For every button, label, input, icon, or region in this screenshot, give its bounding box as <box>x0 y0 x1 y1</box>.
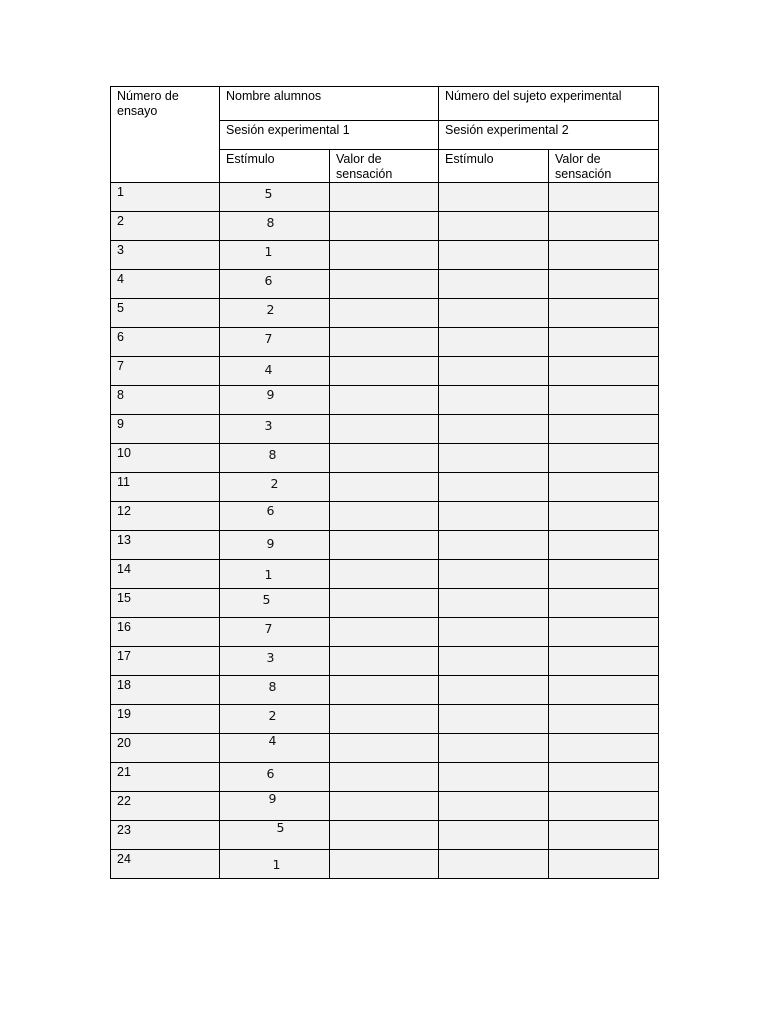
header-sensation-value-2: Valor de sensación <box>549 150 659 183</box>
sensation-value-cell-session-1[interactable] <box>330 299 439 328</box>
header-sensation-value-1: Valor de sensación <box>330 150 439 183</box>
sensation-value-cell-session-2[interactable] <box>549 183 659 212</box>
trial-number-cell: 11 <box>111 473 220 502</box>
handwritten-stimulus-value: 8 <box>268 679 277 694</box>
trial-number-cell: 12 <box>111 502 220 531</box>
handwritten-stimulus-value: 2 <box>268 708 277 723</box>
stimulus-cell-session-2[interactable] <box>439 270 549 299</box>
trial-number-cell: 2 <box>111 212 220 241</box>
sensation-value-cell-session-1[interactable] <box>330 270 439 299</box>
sensation-value-cell-session-2[interactable] <box>549 560 659 589</box>
handwritten-stimulus-value: 6 <box>264 273 273 288</box>
sensation-value-cell-session-1[interactable] <box>330 618 439 647</box>
stimulus-cell-session-2[interactable] <box>439 473 549 502</box>
handwritten-stimulus-value: 6 <box>266 503 275 518</box>
handwritten-stimulus-value: 7 <box>264 331 273 346</box>
stimulus-cell-session-1 <box>220 850 330 879</box>
sensation-value-cell-session-2[interactable] <box>549 473 659 502</box>
trial-number-cell: 22 <box>111 792 220 821</box>
stimulus-cell-session-1 <box>220 734 330 763</box>
sensation-value-cell-session-2[interactable] <box>549 328 659 357</box>
sensation-value-cell-session-1[interactable] <box>330 589 439 618</box>
sensation-value-cell-session-1[interactable] <box>330 357 439 386</box>
sensation-value-cell-session-1[interactable] <box>330 328 439 357</box>
trial-number-cell: 1 <box>111 183 220 212</box>
trial-number-cell: 7 <box>111 357 220 386</box>
table-row <box>111 618 659 647</box>
trial-number-cell: 10 <box>111 444 220 473</box>
trial-number-cell: 20 <box>111 734 220 763</box>
stimulus-cell-session-2[interactable] <box>439 299 549 328</box>
stimulus-cell-session-2[interactable] <box>439 183 549 212</box>
table-row <box>111 241 659 270</box>
stimulus-cell-session-2[interactable] <box>439 444 549 473</box>
sensation-value-cell-session-1[interactable] <box>330 763 439 792</box>
sensation-value-cell-session-1[interactable] <box>330 850 439 879</box>
trial-rows <box>111 183 659 879</box>
handwritten-stimulus-value: 4 <box>264 362 273 377</box>
handwritten-stimulus-value: 2 <box>266 302 275 317</box>
stimulus-cell-session-2[interactable] <box>439 415 549 444</box>
sensation-value-cell-session-1[interactable] <box>330 792 439 821</box>
sensation-value-cell-session-1[interactable] <box>330 241 439 270</box>
stimulus-cell-session-1 <box>220 357 330 386</box>
stimulus-cell-session-2[interactable] <box>439 502 549 531</box>
stimulus-cell-session-1 <box>220 531 330 560</box>
sensation-value-cell-session-1[interactable] <box>330 531 439 560</box>
header-stimulus-1: Estímulo <box>220 150 330 183</box>
trial-number-cell: 24 <box>111 850 220 879</box>
stimulus-cell-session-1 <box>220 212 330 241</box>
stimulus-cell-session-2[interactable] <box>439 850 549 879</box>
sensation-value-cell-session-2[interactable] <box>549 676 659 705</box>
table-row <box>111 415 659 444</box>
stimulus-cell-session-1 <box>220 241 330 270</box>
stimulus-cell-session-2[interactable] <box>439 212 549 241</box>
trial-number-cell: 18 <box>111 676 220 705</box>
trial-number-cell: 9 <box>111 415 220 444</box>
stimulus-cell-session-2[interactable] <box>439 386 549 415</box>
header-trial-number: Número de ensayo <box>111 87 220 183</box>
stimulus-cell-session-2[interactable] <box>439 763 549 792</box>
stimulus-cell-session-1 <box>220 299 330 328</box>
table-row <box>111 299 659 328</box>
stimulus-cell-session-1 <box>220 618 330 647</box>
table-row <box>111 705 659 734</box>
header-stimulus-2: Estímulo <box>439 150 549 183</box>
trial-number-cell: 3 <box>111 241 220 270</box>
sensation-value-cell-session-1[interactable] <box>330 444 439 473</box>
sensation-value-cell-session-2[interactable] <box>549 299 659 328</box>
handwritten-stimulus-value: 2 <box>270 476 279 491</box>
trial-number-cell: 5 <box>111 299 220 328</box>
sensation-value-cell-session-2[interactable] <box>549 589 659 618</box>
stimulus-cell-session-1 <box>220 415 330 444</box>
handwritten-stimulus-value: 5 <box>262 592 271 607</box>
trial-number-cell: 13 <box>111 531 220 560</box>
stimulus-cell-session-2[interactable] <box>439 676 549 705</box>
header-subject-number: Número del sujeto experimental <box>439 87 659 121</box>
sensation-value-cell-session-2[interactable] <box>549 212 659 241</box>
sensation-value-cell-session-2[interactable] <box>549 792 659 821</box>
sensation-value-cell-session-2[interactable] <box>549 821 659 850</box>
stimulus-cell-session-2[interactable] <box>439 241 549 270</box>
table-row <box>111 734 659 763</box>
sensation-value-cell-session-1[interactable] <box>330 212 439 241</box>
table-row <box>111 328 659 357</box>
sensation-value-cell-session-1[interactable] <box>330 415 439 444</box>
stimulus-cell-session-1 <box>220 328 330 357</box>
table-row <box>111 270 659 299</box>
stimulus-cell-session-1 <box>220 705 330 734</box>
sensation-value-cell-session-1[interactable] <box>330 502 439 531</box>
sensation-value-cell-session-1[interactable] <box>330 821 439 850</box>
stimulus-cell-session-2[interactable] <box>439 589 549 618</box>
sensation-value-cell-session-2[interactable] <box>549 763 659 792</box>
handwritten-stimulus-value: 9 <box>266 387 275 402</box>
table-row <box>111 502 659 531</box>
table-row <box>111 792 659 821</box>
table-row <box>111 212 659 241</box>
sensation-value-cell-session-1[interactable] <box>330 676 439 705</box>
trial-number-cell: 21 <box>111 763 220 792</box>
sensation-value-cell-session-2[interactable] <box>549 647 659 676</box>
table-row <box>111 357 659 386</box>
stimulus-cell-session-2[interactable] <box>439 821 549 850</box>
handwritten-stimulus-value: 9 <box>268 791 277 806</box>
stimulus-cell-session-2[interactable] <box>439 328 549 357</box>
handwritten-stimulus-value: 5 <box>264 186 273 201</box>
header-student-names: Nombre alumnos <box>220 87 439 121</box>
table-row <box>111 531 659 560</box>
sensation-value-cell-session-1[interactable] <box>330 183 439 212</box>
sensation-value-cell-session-2[interactable] <box>549 444 659 473</box>
sensation-value-cell-session-1[interactable] <box>330 560 439 589</box>
handwritten-stimulus-value: 8 <box>266 215 275 230</box>
stimulus-cell-session-2[interactable] <box>439 531 549 560</box>
trial-number-cell: 19 <box>111 705 220 734</box>
handwritten-stimulus-value: 1 <box>264 567 273 582</box>
table-row <box>111 183 659 212</box>
sensation-value-cell-session-1[interactable] <box>330 386 439 415</box>
table-row <box>111 589 659 618</box>
stimulus-cell-session-1 <box>220 183 330 212</box>
handwritten-stimulus-value: 1 <box>264 244 273 259</box>
stimulus-cell-session-1 <box>220 676 330 705</box>
stimulus-cell-session-2[interactable] <box>439 647 549 676</box>
stimulus-cell-session-1 <box>220 647 330 676</box>
stimulus-cell-session-1 <box>220 270 330 299</box>
sensation-value-cell-session-2[interactable] <box>549 386 659 415</box>
handwritten-stimulus-value: 3 <box>264 418 273 433</box>
trial-number-cell: 23 <box>111 821 220 850</box>
stimulus-cell-session-1 <box>220 589 330 618</box>
handwritten-stimulus-value: 9 <box>266 536 275 551</box>
stimulus-cell-session-1 <box>220 473 330 502</box>
trial-number-cell: 15 <box>111 589 220 618</box>
trial-number-cell: 6 <box>111 328 220 357</box>
table-row <box>111 560 659 589</box>
handwritten-stimulus-value: 7 <box>264 621 273 636</box>
table-row <box>111 821 659 850</box>
sensation-value-cell-session-1[interactable] <box>330 473 439 502</box>
stimulus-cell-session-2[interactable] <box>439 560 549 589</box>
sensation-value-cell-session-2[interactable] <box>549 850 659 879</box>
table-row <box>111 444 659 473</box>
sensation-value-cell-session-2[interactable] <box>549 415 659 444</box>
table-row <box>111 850 659 879</box>
table-row <box>111 676 659 705</box>
sensation-value-cell-session-1[interactable] <box>330 734 439 763</box>
stimulus-cell-session-1 <box>220 444 330 473</box>
stimulus-cell-session-2[interactable] <box>439 705 549 734</box>
table-row <box>111 647 659 676</box>
table-row <box>111 473 659 502</box>
stimulus-cell-session-1 <box>220 560 330 589</box>
stimulus-cell-session-2[interactable] <box>439 734 549 763</box>
sensation-value-cell-session-2[interactable] <box>549 734 659 763</box>
sensation-value-cell-session-2[interactable] <box>549 618 659 647</box>
stimulus-cell-session-1 <box>220 502 330 531</box>
sensation-value-cell-session-2[interactable] <box>549 241 659 270</box>
handwritten-stimulus-value: 3 <box>266 650 275 665</box>
handwritten-stimulus-value: 6 <box>266 766 275 781</box>
sensation-value-cell-session-2[interactable] <box>549 270 659 299</box>
sensation-value-cell-session-2[interactable] <box>549 705 659 734</box>
handwritten-stimulus-value: 4 <box>268 733 277 748</box>
trial-number-cell: 8 <box>111 386 220 415</box>
stimulus-cell-session-2[interactable] <box>439 357 549 386</box>
stimulus-cell-session-2[interactable] <box>439 618 549 647</box>
handwritten-stimulus-value: 1 <box>272 857 281 872</box>
trial-number-cell: 4 <box>111 270 220 299</box>
trial-number-cell: 16 <box>111 618 220 647</box>
sensation-value-cell-session-2[interactable] <box>549 357 659 386</box>
sensation-value-cell-session-2[interactable] <box>549 531 659 560</box>
header-session-2: Sesión experimental 2 <box>439 121 659 150</box>
stimulus-cell-session-1 <box>220 386 330 415</box>
table-row <box>111 763 659 792</box>
sensation-value-cell-session-2[interactable] <box>549 502 659 531</box>
stimulus-cell-session-1 <box>220 792 330 821</box>
stimulus-cell-session-2[interactable] <box>439 792 549 821</box>
stimulus-cell-session-1 <box>220 763 330 792</box>
sensation-value-cell-session-1[interactable] <box>330 647 439 676</box>
trial-number-cell: 17 <box>111 647 220 676</box>
handwritten-stimulus-value: 8 <box>268 447 277 462</box>
handwritten-stimulus-value: 5 <box>276 820 285 835</box>
experiment-table <box>110 86 659 879</box>
header-session-1: Sesión experimental 1 <box>220 121 439 150</box>
trial-number-cell: 14 <box>111 560 220 589</box>
sensation-value-cell-session-1[interactable] <box>330 705 439 734</box>
stimulus-cell-session-1 <box>220 821 330 850</box>
table-row <box>111 386 659 415</box>
